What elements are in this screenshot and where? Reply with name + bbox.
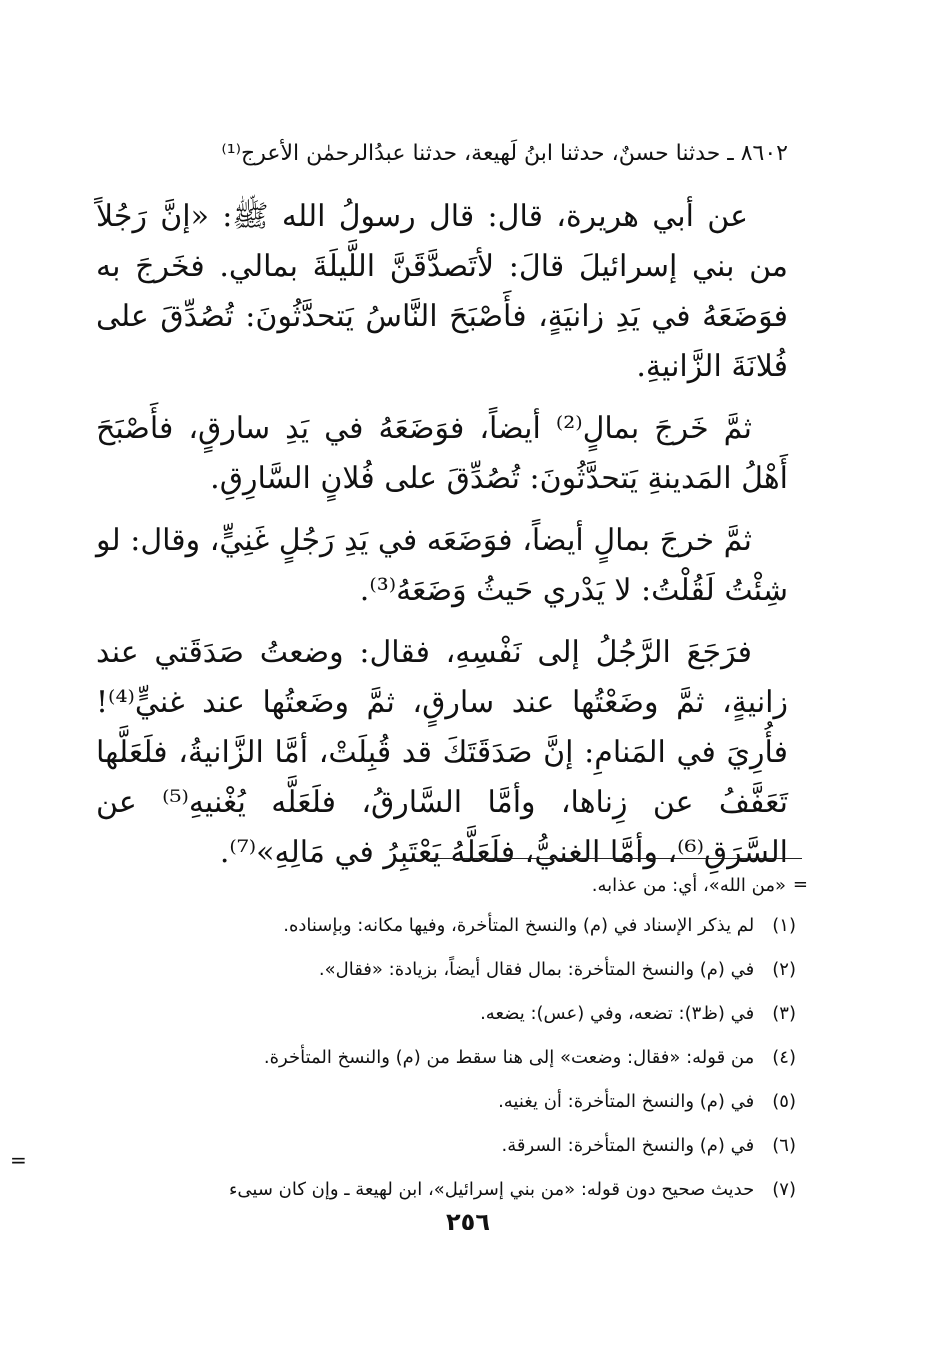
footnote-3 xyxy=(40,992,796,1036)
paragraph-3: ثمَّ خرجَ بمالٍ أيضاً، فوَضَعَه في يَدِ رَجُلٍ غَنِيٍّ، وقال: لو شِئْتُ لَقُلْتُ: لا يَدْري حَيثُ وَضَعَهُ⁽³⁾. xyxy=(96,523,788,608)
footnote-text: لم يذكر الإسناد في (م) والنسخ المتأخرة، وفيها مكانه: وبإسناده. xyxy=(283,915,755,936)
paragraph-1: عن أبي هريرة، قال: قال رسولُ الله ﷺ: «إنَّ رَجُلاً من بني إسرائيلَ قالَ: لأتَصدَّقَنَّ اللَّيلَةَ بمالي. فخَرجَ به فوَضَعَهُ في يَدِ زانيَةٍ، فأَصْبَحَ النَّاسُ يَتحدَّثُونَ: تُصُدِّقَ على فُلانَةَ الزَّانيةِ. xyxy=(96,199,788,384)
footnote-1 xyxy=(40,904,796,948)
footnote-number: (١) xyxy=(772,915,796,936)
footnote-continued-text: «من الله»، أي: من عذابه. xyxy=(591,875,786,896)
footnote-4 xyxy=(40,1036,796,1080)
footnote-number: (٢) xyxy=(772,959,796,980)
footnote-number: (٤) xyxy=(772,1047,796,1068)
footnote-2 xyxy=(40,948,796,992)
footnote-text: في (م) والنسخ المتأخرة: بمال فقال أيضاً، بزيادة: «فقال». xyxy=(318,959,755,980)
footnote-text: في (م) والنسخ المتأخرة: السرقة. xyxy=(501,1135,755,1156)
footnote-number: (٥) xyxy=(772,1091,796,1112)
footnote-text: في (م) والنسخ المتأخرة: أن يغنيه. xyxy=(498,1091,755,1112)
footnote-7 xyxy=(40,1168,796,1212)
footnote-number: (٧) xyxy=(772,1179,796,1200)
footnote-number: (٣) xyxy=(772,1003,796,1024)
footnotes xyxy=(40,868,796,1212)
footnote-number: (٦) xyxy=(772,1135,796,1156)
footnote-6 xyxy=(40,1124,796,1168)
hadith-chain-header: ٨٦٠٢ ـ حدثنا حسنٌ، حدثنا ابنُ لَهيعة، حدثنا عبدُالرحمٰن الأعرج⁽¹⁾ xyxy=(221,141,788,166)
page-number: ٢٥٦ xyxy=(446,1208,490,1236)
footnote-text: من قوله: «فقال: وضعت» إلى هنا سقط من (م) والنسخ المتأخرة. xyxy=(263,1047,755,1068)
footnote-separator xyxy=(430,858,802,859)
footnote-text: في (ظ٣): تضعه، وفي (عس): يضعه. xyxy=(480,1003,755,1024)
hadith-body xyxy=(96,192,788,890)
paragraph-4: فرَجَعَ الرَّجُلُ إلى نَفْسِهِ، فقال: وضعتُ صَدَقَتي عند زانيةٍ، ثمَّ وضَعْتُها عند سارقٍ، ثمَّ وضَعتُها عند غنيٍّ⁽⁴⁾! فأُرِيَ في المَنامِ: إنَّ صَدَقَتَكَ قد قُبِلَتْ، أمَّا الزَّانيةُ، فلَعَلَّها تَعَفَّفُ عن زِناها، وأمَّا السَّارقُ، فلَعَلَّه يُغْنيهِ⁽⁵⁾ عن السَّرَقِ⁽⁶⁾، وأمَّا الغنيُّ، فلَعَلَّهُ يَعْتَبِرُ في مَالِهِ»⁽⁷⁾. xyxy=(96,635,788,870)
footnote-continued-marker: = xyxy=(792,874,808,895)
paragraph-2: ثمَّ خَرجَ بمالٍ⁽²⁾ أيضاً، فوَضَعَهُ في يَدِ سارقٍ، فأَصْبَحَ أَهْلُ المَدينةِ يَتحدَّثُونَ: تُصُدِّقَ على فُلانٍ السَّارِقِ. xyxy=(96,411,788,496)
footnote-text: حديث صحيح دون قوله: «من بني إسرائيل»، ابن لهيعة ـ وإن كان سيىء xyxy=(228,1179,755,1200)
footnote-continues-marker: = xyxy=(10,1148,27,1172)
footnote-5 xyxy=(40,1080,796,1124)
